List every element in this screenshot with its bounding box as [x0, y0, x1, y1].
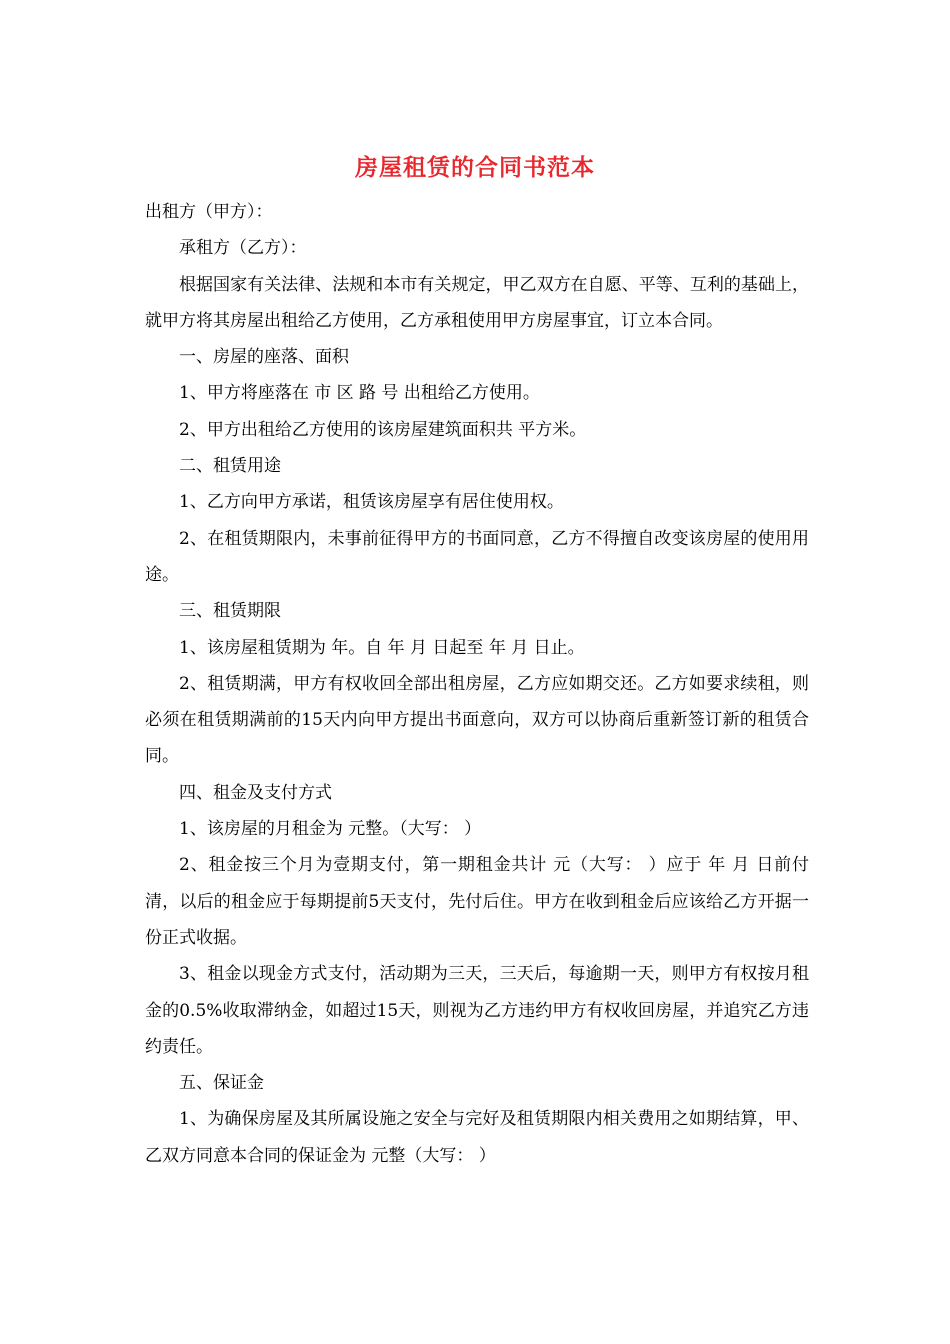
clause-payment-schedule: 2、租金按三个月为壹期支付，第一期租金共计 元（大写： ）应于 年 月 日前付清，以后的租金应于每期提前5天支付，先付后住。甲方在收到租金后应该给乙方开据一份正式收据。: [145, 855, 809, 948]
section-heading-location-area: 一、房屋的座落、面积: [179, 347, 349, 368]
clause-usage-change: 2、在租赁期限内，未事前征得甲方的书面同意，乙方不得擅自改变该房屋的使用用途。: [145, 528, 809, 585]
clause-area: 2、甲方出租给乙方使用的该房屋建筑面积共 平方米。: [179, 419, 587, 440]
clause-monthly-rent: 1、该房屋的月租金为 元整。（大写： ）: [179, 819, 482, 840]
clause-term-renewal: 2、租赁期满，甲方有权收回全部出租房屋，乙方应如期交还。乙方如要求续租，则必须在租赁期满前的15天内向甲方提出书面意向，双方可以协商后重新签订新的租赁合同。: [145, 673, 809, 767]
preamble-paragraph: 根据国家有关法律、法规和本市有关规定，甲乙双方在自愿、平等、互利的基础上，就甲方将其房屋出租给乙方使用，乙方承租使用甲方房屋事宜，订立本合同。: [145, 274, 809, 331]
document-body: [145, 194, 809, 1174]
clause-deposit: 1、为确保房屋及其所属设施之安全与完好及租赁期限内相关费用之如期结算，甲、乙双方同意本合同的保证金为 元整（大写： ）: [145, 1109, 809, 1166]
clause-term-period: 1、该房屋租赁期为 年。自 年 月 日起至 年 月 日止。: [179, 637, 585, 658]
section-heading-usage: 二、租赁用途: [179, 456, 281, 477]
lessee-line: 承租方（乙方）：: [179, 238, 307, 259]
section-heading-deposit: 五、保证金: [179, 1073, 264, 1094]
clause-usage-right: 1、乙方向甲方承诺，租赁该房屋享有居住使用权。: [179, 492, 564, 513]
section-heading-rent-payment: 四、租金及支付方式: [179, 782, 332, 803]
clause-location: 1、甲方将座落在 市 区 路 号 出租给乙方使用。: [179, 383, 540, 404]
clause-late-fee: 3、租金以现金方式支付，活动期为三天，三天后，每逾期一天，则甲方有权按月租金的0.5%收取滞纳金，如超过15天，则视为乙方违约甲方有权收回房屋，并追究乙方违约责任。: [145, 964, 809, 1057]
section-heading-term: 三、租赁期限: [179, 601, 281, 622]
document-title: 房屋租赁的合同书范本: [355, 154, 595, 181]
lessor-line: 出租方（甲方）：: [145, 202, 273, 222]
